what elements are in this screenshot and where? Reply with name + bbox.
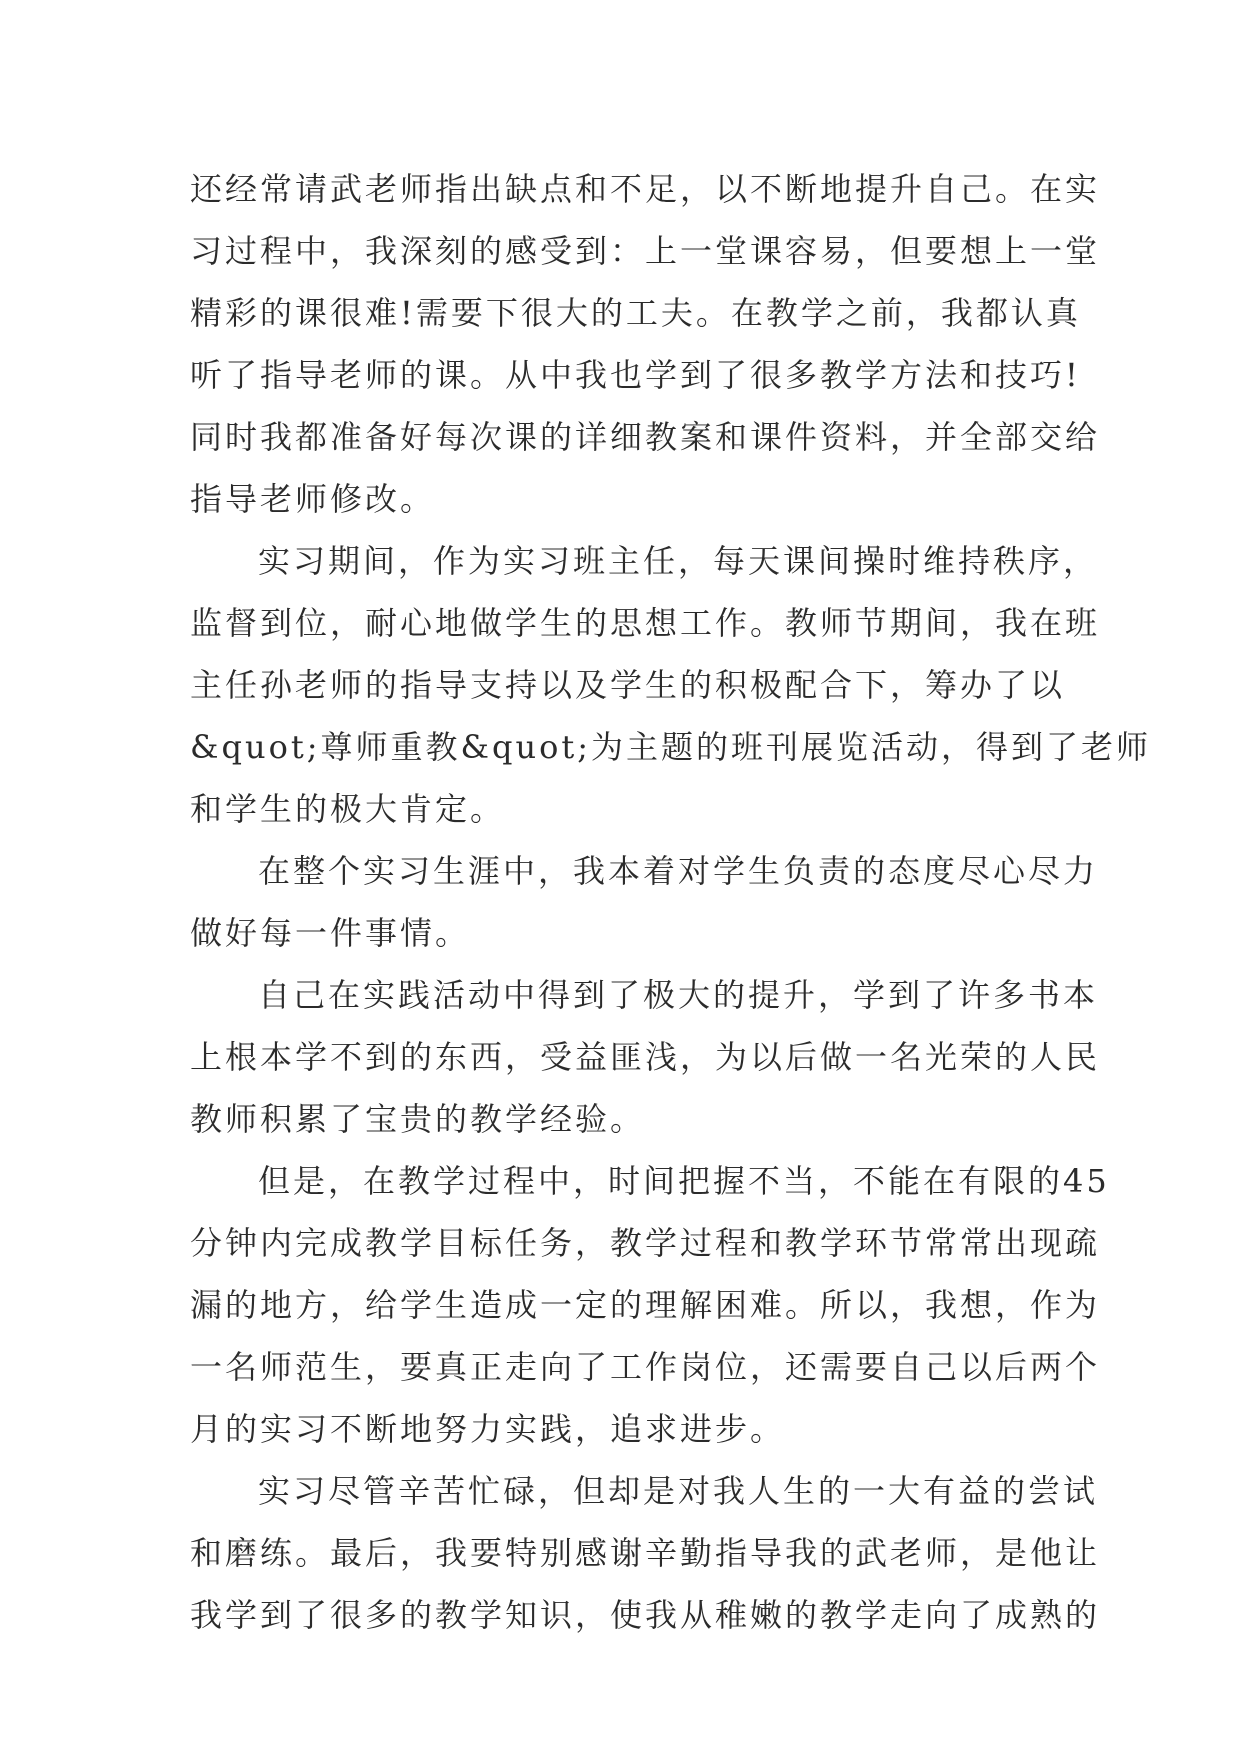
paragraph-start-line: 自己在实践活动中得到了极大的提升，学到了许多书本 xyxy=(258,976,1099,1014)
text-line: 月的实习不断地努力实践，追求进步。 xyxy=(190,1410,786,1448)
body-text xyxy=(190,158,1151,1646)
text-line: 习过程中，我深刻的感受到：上一堂课容易，但要想上一堂 xyxy=(190,232,1101,270)
paragraph-start-line: 在整个实习生涯中，我本着对学生负责的态度尽心尽力 xyxy=(258,852,1099,890)
text-line: 还经常请武老师指出缺点和不足，以不断地提升自己。在实 xyxy=(190,170,1101,208)
text-line: 教师积累了宝贵的教学经验。 xyxy=(190,1100,646,1138)
text-line: 我学到了很多的教学知识，使我从稚嫩的教学走向了成熟的 xyxy=(190,1596,1101,1634)
paragraph-start-line: 但是，在教学过程中，时间把握不当，不能在有限的45 xyxy=(258,1162,1110,1200)
text-line: 分钟内完成教学目标任务，教学过程和教学环节常常出现疏 xyxy=(190,1224,1101,1262)
text-line: 监督到位，耐心地做学生的思想工作。教师节期间，我在班 xyxy=(190,604,1101,642)
text-line: 指导老师修改。 xyxy=(190,480,436,518)
text-line: 上根本学不到的东西，受益匪浅，为以后做一名光荣的人民 xyxy=(190,1038,1101,1076)
text-line: 同时我都准备好每次课的详细教案和课件资料，并全部交给 xyxy=(190,418,1101,456)
text-line: 漏的地方，给学生造成一定的理解困难。所以，我想，作为 xyxy=(190,1286,1101,1324)
text-line: 和磨练。最后，我要特别感谢辛勤指导我的武老师，是他让 xyxy=(190,1534,1101,1572)
text-line: 一名师范生，要真正走向了工作岗位，还需要自己以后两个 xyxy=(190,1348,1101,1386)
text-line: 听了指导老师的课。从中我也学到了很多教学方法和技巧! xyxy=(190,356,1081,394)
text-line: 和学生的极大肯定。 xyxy=(190,790,506,828)
text-line: 精彩的课很难!需要下很大的工夫。在教学之前，我都认真 xyxy=(190,294,1081,332)
text-line: 做好每一件事情。 xyxy=(190,914,471,952)
paragraph-start-line: 实习期间，作为实习班主任，每天课间操时维持秩序， xyxy=(258,542,1099,580)
text-line: &quot;尊师重教&quot;为主题的班刊展览活动，得到了老师 xyxy=(190,728,1151,766)
text-line: 主任孙老师的指导支持以及学生的积极配合下，筹办了以 xyxy=(190,666,1066,704)
paragraph-start-line: 实习尽管辛苦忙碌，但却是对我人生的一大有益的尝试 xyxy=(258,1472,1099,1510)
